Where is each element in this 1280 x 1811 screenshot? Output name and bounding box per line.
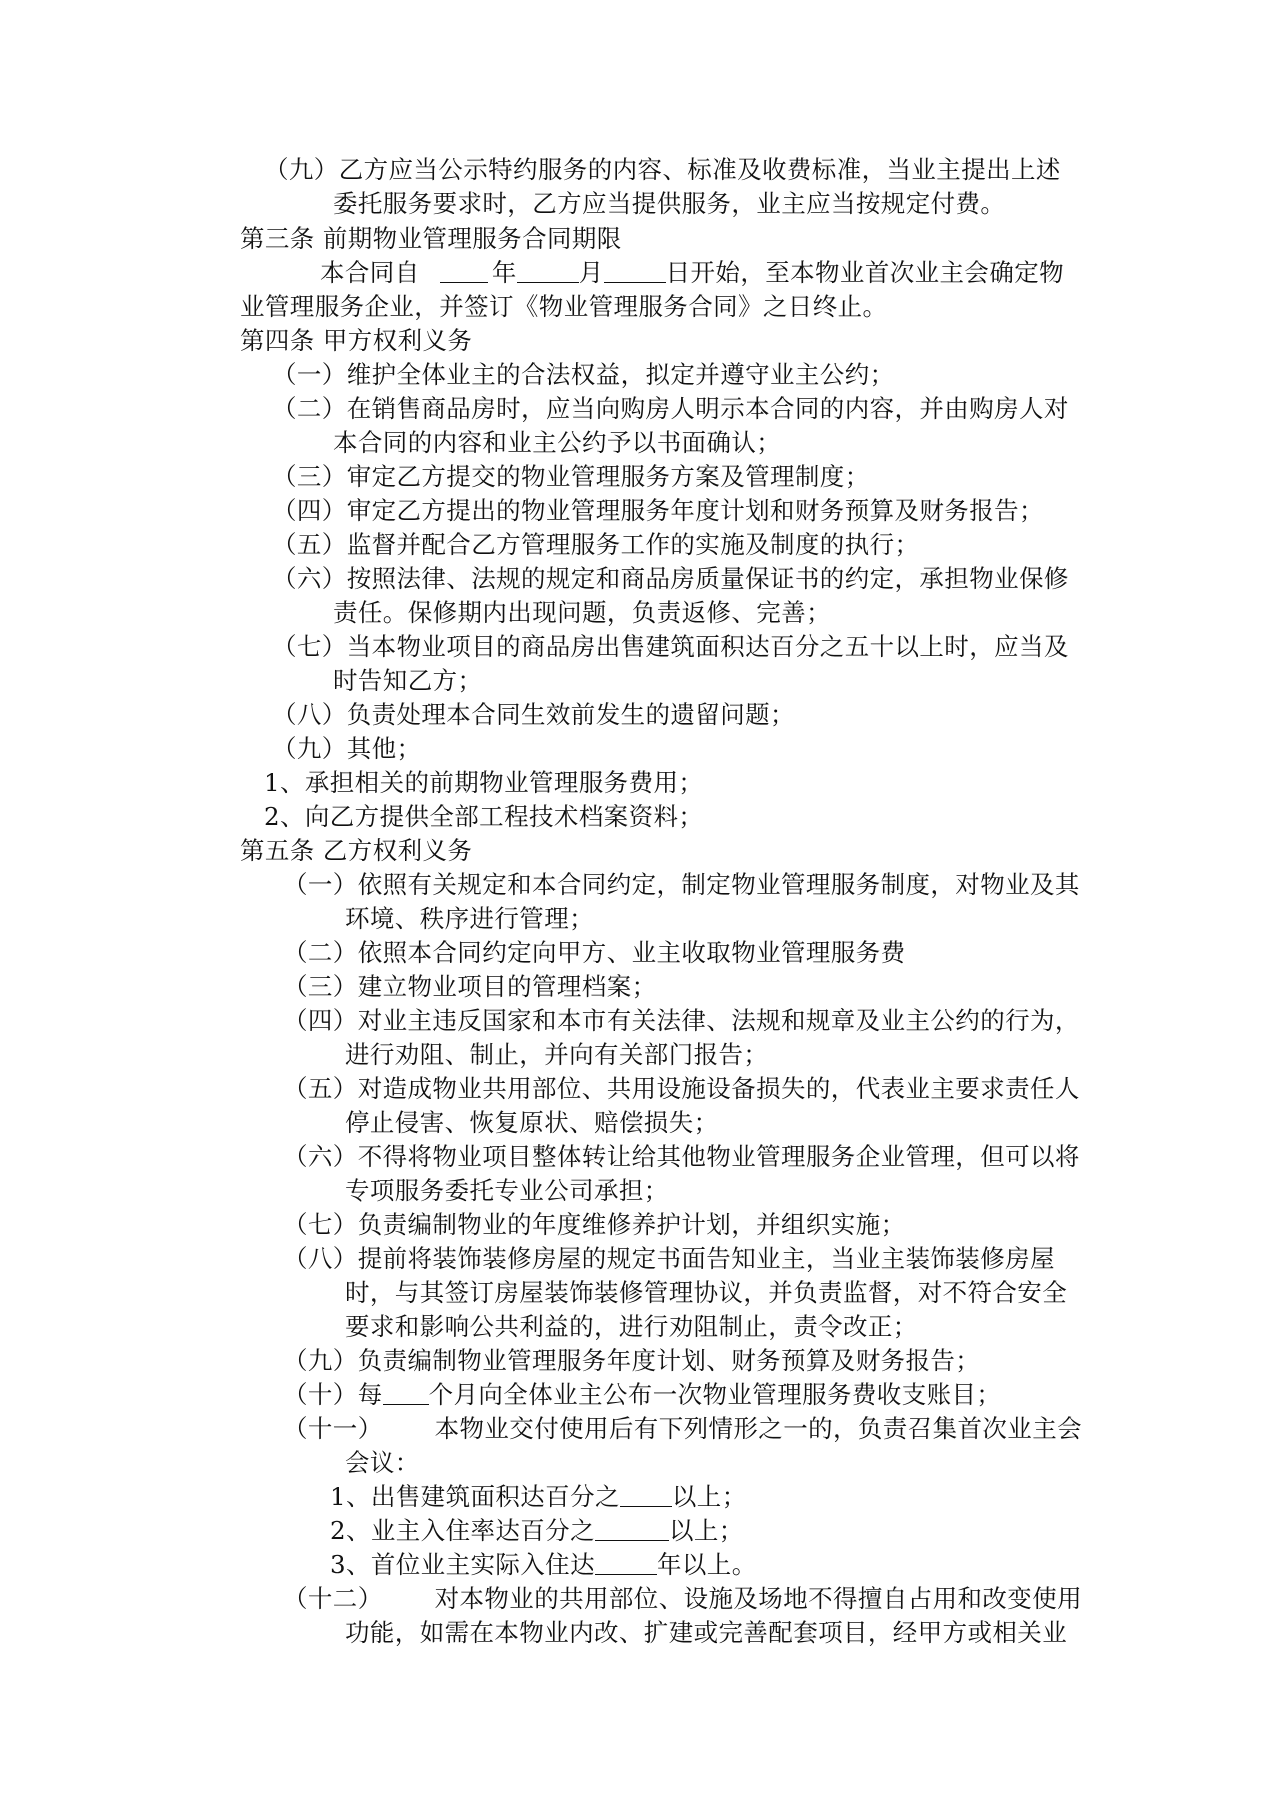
article-4-item-3: （三）审定乙方提交的物业管理服务方案及管理制度； <box>272 462 870 491</box>
article-5-heading: 第五条 乙方权利义务 <box>240 836 473 865</box>
clause-2-9-line-1: （九）乙方应当公示特约服务的内容、标准及收费标准，当业主提出上述 <box>264 155 1061 184</box>
condition-2 <box>330 1514 744 1548</box>
condition-1-text-a: 1、出售建筑面积达百分之 <box>330 1482 620 1511</box>
years-blank <box>595 1550 657 1575</box>
article-5-item-10-text-a: （十）每 <box>283 1380 383 1409</box>
article-5-item-1-line-1: （一）依照有关规定和本合同约定，制定物业管理服务制度，对物业及其 <box>283 870 1080 899</box>
article-5-item-8-line-1: （八）提前将装饰装修房屋的规定书面告知业主，当业主装饰装修房屋 <box>283 1244 1055 1273</box>
article-5-item-2: （二）依照本合同约定向甲方、业主收取物业管理服务费 <box>283 938 906 967</box>
article-5-item-12-line-1 <box>283 1582 1082 1616</box>
article-4-item-2-line-1: （二）在销售商品房时，应当向购房人明示本合同的内容，并由购房人对 <box>272 394 1069 423</box>
day-blank <box>604 258 666 283</box>
article-5-item-1-line-2: 环境、秩序进行管理； <box>345 904 594 933</box>
article-4-item-1: （一）维护全体业主的合法权益，拟定并遵守业主公约； <box>272 360 895 389</box>
article-4-item-6-line-1: （六）按照法律、法规的规定和商品房质量保证书的约定，承担物业保修 <box>272 564 1069 593</box>
article-5-item-8-line-3: 要求和影响公共利益的，进行劝阻制止，责令改正； <box>345 1312 918 1341</box>
article-4-item-7-line-2: 时告知乙方； <box>333 666 483 695</box>
article-5-item-4-line-2: 进行劝阻、制止，并向有关部门报告； <box>345 1040 769 1069</box>
condition-3-text-a: 3、首位业主实际入住达 <box>330 1550 595 1579</box>
article-5-item-12-number: （十二） <box>283 1584 383 1613</box>
sales-percent-blank <box>620 1482 672 1507</box>
article-5-item-11-line-1 <box>283 1412 1082 1446</box>
condition-3-text-b: 年以上。 <box>657 1550 757 1579</box>
article-4-item-6-line-2: 责任。保修期内出现问题，负责返修、完善； <box>333 598 831 627</box>
article-5-item-11-number: （十一） <box>283 1414 383 1443</box>
article-5-item-11-text: 本物业交付使用后有下列情形之一的，负责召集首次业主会 <box>434 1414 1083 1443</box>
occupancy-percent-blank <box>595 1516 669 1541</box>
article-4-heading: 第四条 甲方权利义务 <box>240 326 473 355</box>
article-3-line-1 <box>320 256 1064 290</box>
article-5-item-9: （九）负责编制物业管理服务年度计划、财务预算及财务报告； <box>283 1346 981 1375</box>
condition-3 <box>330 1548 757 1582</box>
article-5-item-10 <box>283 1378 1001 1412</box>
article-5-item-7: （七）负责编制物业的年度维修养护计划，并组织实施； <box>283 1210 906 1239</box>
article-4-item-7-line-1: （七）当本物业项目的商品房出售建筑面积达百分之五十以上时，应当及 <box>272 632 1069 661</box>
article-5-item-11-line-2: 会议： <box>345 1448 420 1477</box>
condition-1-text-b: 以上； <box>671 1482 747 1511</box>
article-4-item-5: （五）监督并配合乙方管理服务工作的实施及制度的执行； <box>272 530 920 559</box>
article-4-item-4: （四）审定乙方提出的物业管理服务年度计划和财务预算及财务报告； <box>272 496 1044 525</box>
article-5-item-12-text: 对本物业的共用部位、设施及场地不得擅自占用和改变使用 <box>434 1584 1083 1613</box>
article-5-item-5-line-1: （五）对造成物业共用部位、共用设施设备损失的，代表业主要求责任人 <box>283 1074 1080 1103</box>
article-5-item-6-line-2: 专项服务委托专业公司承担； <box>345 1176 669 1205</box>
clause-2-9-line-2: 委托服务要求时，乙方应当提供服务，业主应当按规定付费。 <box>333 189 1006 218</box>
article-5-item-3: （三）建立物业项目的管理档案； <box>283 972 657 1001</box>
article-4-item-2-line-2: 本合同的内容和业主公约予以书面确认； <box>333 428 782 457</box>
year-blank <box>440 258 488 283</box>
article-5-item-5-line-2: 停止侵害、恢复原状、赔偿损失； <box>345 1108 719 1137</box>
article-3-heading: 第三条 前期物业管理服务合同期限 <box>240 224 622 253</box>
article-3-line-2: 业管理服务企业，并签订《物业管理服务合同》之日终止。 <box>240 292 888 321</box>
condition-1 <box>330 1480 747 1514</box>
article-4-item-9: （九）其他； <box>272 734 422 763</box>
article-3-text-d: 日开始，至本物业首次业主会确定物 <box>665 258 1065 287</box>
month-blank <box>517 258 579 283</box>
article-3-text-a: 本合同自 <box>320 258 420 287</box>
article-4-item-8: （八）负责处理本合同生效前发生的遗留问题； <box>272 700 795 729</box>
article-5-item-10-text-b: 个月向全体业主公布一次物业管理服务费收支账目； <box>428 1380 1002 1409</box>
condition-2-text-b: 以上； <box>669 1516 744 1545</box>
article-3-text-b: 年 <box>491 258 517 287</box>
months-blank <box>383 1380 429 1405</box>
article-5-item-6-line-1: （六）不得将物业项目整体转让给其他物业管理服务企业管理，但可以将 <box>283 1142 1080 1171</box>
article-4-sub-1: 1、承担相关的前期物业管理服务费用； <box>264 768 704 797</box>
article-5-item-8-line-2: 时，与其签订房屋装饰装修管理协议，并负责监督，对不符合安全 <box>345 1278 1068 1307</box>
article-5-item-12-line-2: 功能，如需在本物业内改、扩建或完善配套项目，经甲方或相关业 <box>345 1618 1068 1647</box>
condition-2-text-a: 2、业主入住率达百分之 <box>330 1516 595 1545</box>
article-5-item-4-line-1: （四）对业主违反国家和本市有关法律、法规和规章及业主公约的行为， <box>283 1006 1080 1035</box>
article-3-text-c: 月 <box>578 258 604 287</box>
article-4-sub-2: 2、向乙方提供全部工程技术档案资料； <box>264 802 704 831</box>
